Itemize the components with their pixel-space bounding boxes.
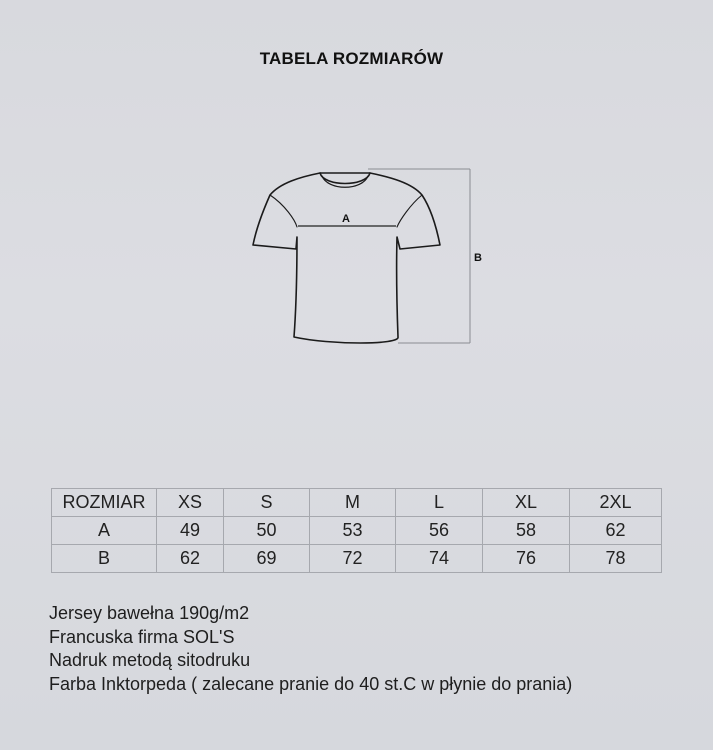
- table-header-row: [52, 489, 662, 517]
- table-cell: 58: [483, 517, 570, 545]
- tshirt-diagram: [250, 165, 495, 350]
- product-notes: [49, 602, 572, 696]
- header-cell: XL: [483, 489, 570, 517]
- size-table: [51, 488, 662, 573]
- table-cell: 49: [157, 517, 224, 545]
- note-line: Nadruk metodą sitodruku: [49, 650, 251, 670]
- page-title: TABELA ROZMIARÓW: [259, 49, 444, 68]
- table-cell: 50: [224, 517, 310, 545]
- row-label: A: [52, 517, 157, 545]
- table-cell: 76: [483, 545, 570, 573]
- label-b: B: [474, 252, 482, 264]
- table-row: [52, 545, 662, 573]
- note-line: Farba Inktorpeda ( zalecane pranie do 40 st.C w płynie do prania): [49, 673, 573, 694]
- note-line: Jersey bawełna 190g/m2: [49, 603, 250, 623]
- table-cell: 62: [570, 517, 662, 545]
- label-a: A: [342, 213, 350, 225]
- tshirt-outline: [253, 173, 440, 343]
- header-cell: L: [396, 489, 483, 517]
- header-cell: S: [224, 489, 310, 517]
- header-cell: M: [310, 489, 396, 517]
- table-cell: 78: [570, 545, 662, 573]
- table-row: [52, 517, 662, 545]
- header-cell: ROZMIAR: [52, 489, 157, 517]
- row-label: B: [52, 545, 157, 573]
- header-cell: 2XL: [570, 489, 662, 517]
- table-cell: 53: [310, 517, 396, 545]
- table-cell: 74: [396, 545, 483, 573]
- table-cell: 72: [310, 545, 396, 573]
- table-cell: 62: [157, 545, 224, 573]
- note-line: Francuska firma SOL'S: [49, 626, 235, 647]
- table-cell: 56: [396, 517, 483, 545]
- header-cell: XS: [157, 489, 224, 517]
- table-cell: 69: [224, 545, 310, 573]
